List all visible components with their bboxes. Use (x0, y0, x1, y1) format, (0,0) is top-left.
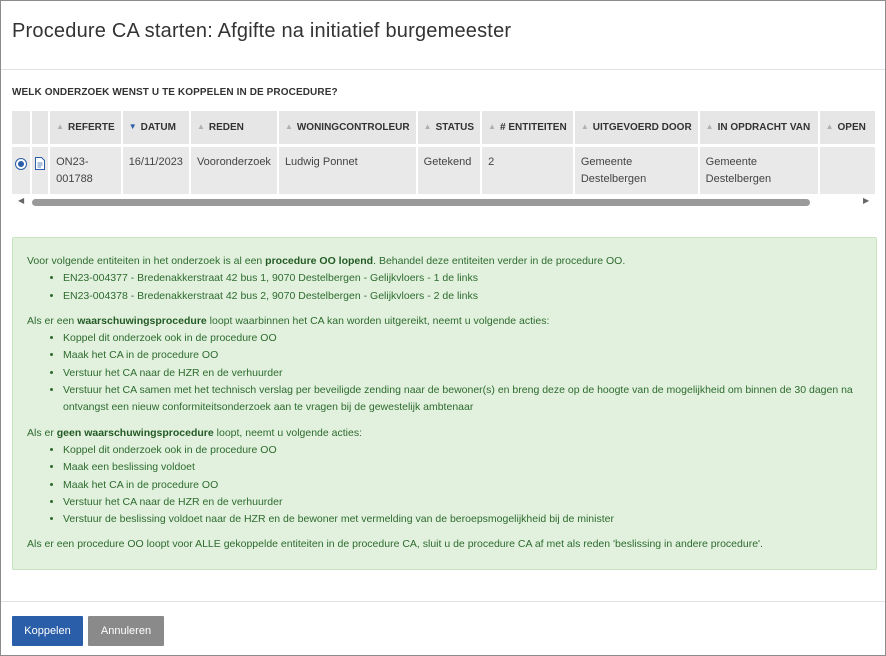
sort-desc-icon: ▼ (128, 122, 137, 131)
column-header-referte[interactable]: ▲︎ REFERTE (50, 111, 121, 144)
sort-icon: ▲︎ (56, 122, 65, 131)
sort-icon: ▲ (423, 122, 432, 131)
sort-icon: ▲ (825, 122, 834, 131)
cell-reden: Vooronderzoek (191, 144, 277, 194)
column-header-in-opdracht-van[interactable]: ▲ IN OPDRACHT VAN (700, 111, 818, 144)
icon-column-header (32, 111, 48, 144)
section-title: WELK ONDERZOEK WENST U TE KOPPELEN IN DE PROCEDURE? (12, 87, 338, 98)
info-box (12, 237, 877, 570)
column-header-status[interactable]: ▲ STATUS (418, 111, 480, 144)
annuleren-button[interactable]: Annuleren (88, 616, 164, 646)
list-item: • EN23-004377 - Bredenakkerstraat 42 bus 1, 9070 Destelbergen - Gelijkvloers - 1 de links (63, 270, 862, 287)
sort-icon: ▲ (488, 122, 496, 131)
list-item: • EN23-004378 - Bredenakkerstraat 42 bus 2, 9070 Destelbergen - Gelijkvloers - 2 de links (63, 288, 862, 305)
list-item: • Koppel dit onderzoek ook in de procedure OO (63, 442, 862, 459)
scroll-right-icon[interactable]: ▶ (863, 196, 870, 205)
list-item: • Maak het CA in de procedure OO (63, 347, 862, 364)
column-header-woningcontroleur[interactable]: ▲ WONINGCONTROLEUR (279, 111, 416, 144)
column-header-entiteiten[interactable]: ▲ # ENTITEITEN (482, 111, 573, 144)
list-item: • Maak een beslissing voldoet (63, 459, 862, 476)
cell-uitgevoerd-door: Gemeente Destelbergen (575, 144, 698, 194)
column-header-uitgevoerd-door[interactable]: ▲ UITGEVOERD DOOR (575, 111, 698, 144)
cell-referte: ON23- 001788 (50, 144, 121, 194)
list-item: • Verstuur de beslissing voldoet naar de HZR en de bewoner met vermelding van de beroepsmogelijkheid bij de minister (63, 511, 862, 528)
scroll-left-icon[interactable]: ◀ (18, 196, 25, 205)
table-row[interactable] (12, 144, 875, 194)
document-icon[interactable] (35, 157, 45, 176)
table-header-row (12, 111, 875, 144)
info-list (27, 330, 862, 416)
info-paragraph: Voor volgende entiteiten in het onderzoek is al een procedure OO lopend. Behandel deze entiteiten verder in de procedure OO. (27, 255, 626, 267)
dialog-header (1, 1, 885, 70)
cell-in-opdracht-van: Gemeente Destelbergen (700, 144, 818, 194)
scroll-thumb[interactable] (32, 199, 810, 206)
list-item: • Koppel dit onderzoek ook in de procedure OO (63, 330, 862, 347)
row-icon-cell[interactable] (32, 144, 48, 194)
column-header-datum[interactable]: ▼ DATUM (123, 111, 189, 144)
row-radio[interactable] (15, 158, 27, 170)
cell-woningcontroleur: Ludwig Ponnet (279, 144, 416, 194)
list-item: • Verstuur het CA samen met het technisch verslag per beveiligde zending naar de bewoner(s) en breng deze op de hoogte van de mogelijkheid om binnen de 30 dagen na ontvangst een nieuw conformiteitsonderzoek aan te vragen bij de gewestelijk ambtenaar (63, 382, 862, 417)
select-column-header (12, 111, 30, 144)
horizontal-scrollbar[interactable] (12, 195, 877, 209)
info-list (27, 270, 862, 305)
info-paragraph: Als er een waarschuwingsprocedure loopt waarbinnen het CA kan worden uitgereikt, neemt u volgende acties: (27, 314, 550, 327)
sort-icon: ▲ (196, 122, 205, 131)
cell-datum: 16/11/2023 (123, 144, 189, 194)
info-list (27, 442, 862, 528)
column-header-open[interactable]: ▲ OPEN (820, 111, 875, 144)
dialog-footer (1, 601, 885, 656)
sort-icon: ▲ (580, 122, 589, 131)
list-item: • Verstuur het CA naar de HZR en de verhuurder (63, 365, 862, 382)
cell-open[interactable] (820, 144, 875, 194)
column-header-reden[interactable]: ▲ REDEN (191, 111, 277, 144)
list-item: • Maak het CA in de procedure OO (63, 477, 862, 494)
cell-status: Getekend (418, 144, 480, 194)
row-select-cell[interactable] (12, 144, 30, 194)
cell-entiteiten: 2 (482, 144, 573, 194)
info-paragraph: Als er een procedure OO loopt voor ALLE gekoppelde entiteiten in de procedure CA, sluit u de procedure CA af met als reden 'beslissing in andere procedure'. (27, 538, 763, 551)
koppelen-button[interactable]: Koppelen (12, 616, 83, 646)
dialog-title: Procedure CA starten: Afgifte na initiatief burgemeester (12, 20, 512, 42)
list-item: • Verstuur het CA naar de HZR en de verhuurder (63, 494, 862, 511)
sort-icon: ▲ (284, 122, 293, 131)
info-paragraph: Als er geen waarschuwingsprocedure loopt, neemt u volgende acties: (27, 426, 362, 439)
sort-icon: ▲ (705, 122, 714, 131)
